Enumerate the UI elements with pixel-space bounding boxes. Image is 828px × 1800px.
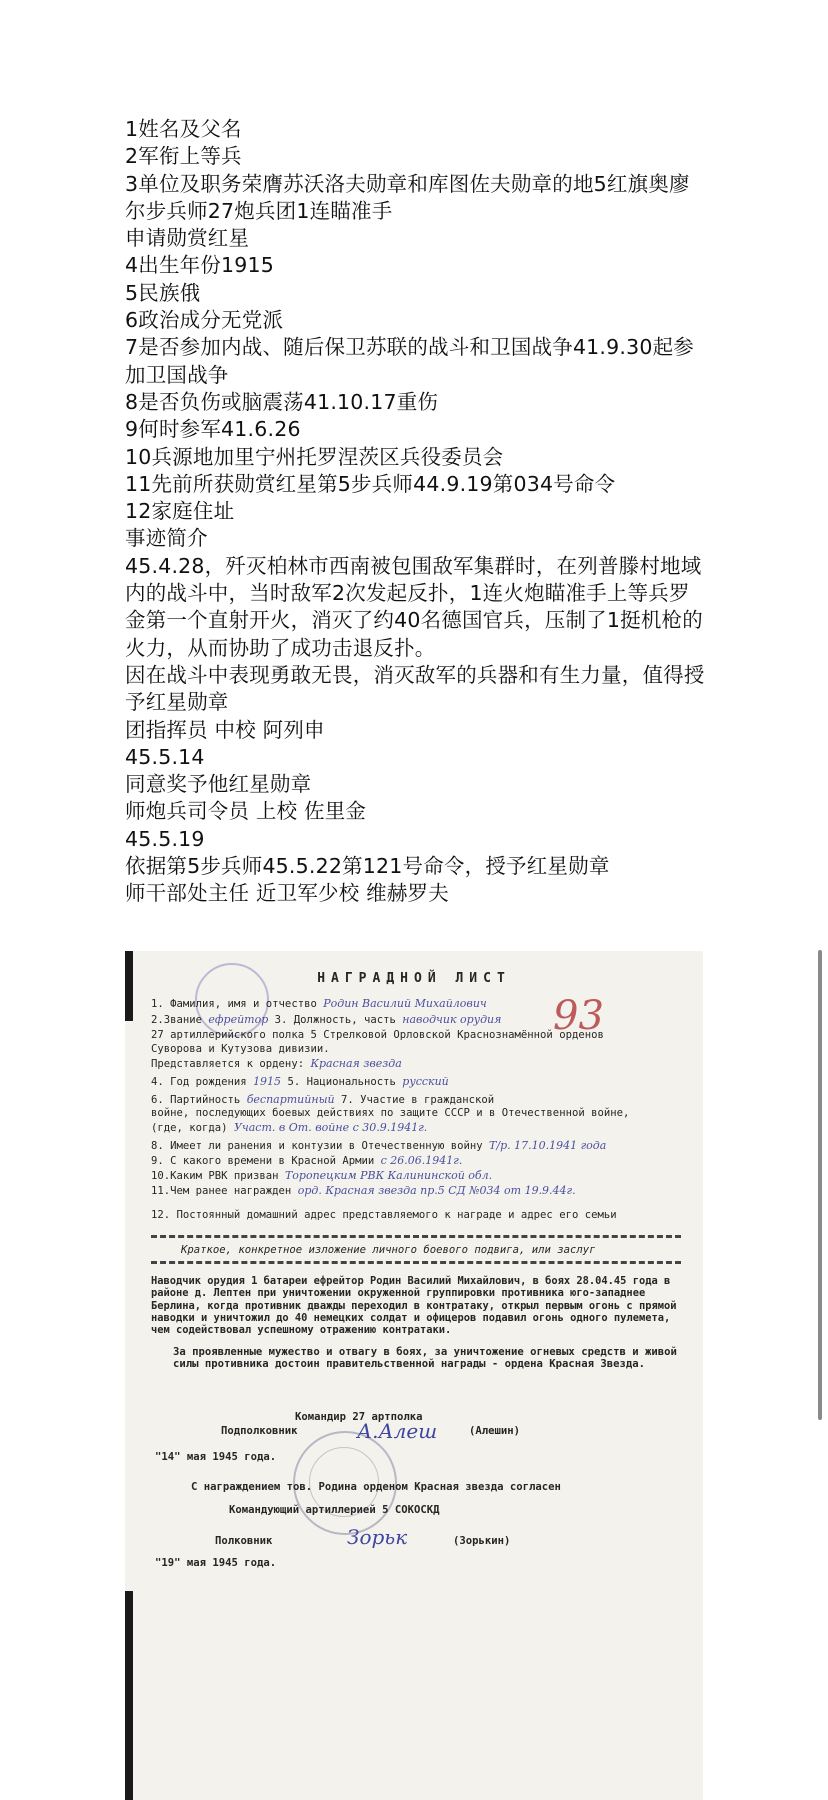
narrative-conclusion: За проявленные мужество и отвагу в боях, за уничтожение огневых средств и живой силы противника достоин правительственной награды - ордена Красная Звезда. [173, 1346, 677, 1371]
scan-edge-shadow [125, 1591, 133, 1800]
field-3-cont: 27 артиллерийского полка 5 Стрелковой Орловской Краснознамённой орденов [151, 1029, 604, 1041]
scanned-award-sheet [125, 951, 703, 1800]
translation-line: 8是否负伤或脑震荡41.10.17重伤 [125, 389, 439, 414]
translation-text [125, 116, 705, 908]
date-2: "19" мая 1945 года. [155, 1557, 277, 1569]
dashed-divider [151, 1235, 681, 1238]
translation-line: 11先前所获勋赏红星第5步兵师44.9.19第034号命令 [125, 471, 616, 496]
field-10: 10.Каким РВК призван Торопецким РВК Калининской обл. [151, 1169, 493, 1182]
field-6-7: 6. Партийность беспартийный 7. Участие в гражданской [151, 1093, 495, 1106]
signature-2: Зорьк [347, 1525, 408, 1549]
translation-line: 因在战斗中表现勇敢无畏，消灭敌军的兵器和有生力量，值得授予红星勋章 [125, 662, 705, 715]
signature-1: А.Алеш [357, 1419, 438, 1443]
field-12: 12. Постоянный домашний адрес представляемого к награде и адрес его семьи [151, 1209, 617, 1221]
translation-line: 申请勋赏红星 [125, 226, 250, 251]
approval-line: С награждением тов. Родина орденом Красная звезда согласен [191, 1481, 561, 1493]
red-pencil-mark: 93 [553, 993, 604, 1039]
translation-line: 1姓名及父名 [125, 117, 242, 141]
signer-1-name: (Алешин) [469, 1425, 521, 1437]
translation-line: 5民族俄 [125, 280, 201, 305]
translation-line: 3单位及职务荣膺苏沃洛夫勋章和库图佐夫勋章的地5红旗奥廖尔步兵师27炮兵团1连瞄准手 [125, 171, 690, 223]
translation-line: 同意奖予他红星勋章 [125, 772, 312, 797]
translation-line: 师干部处主任 近卫军少校 维赫罗夫 [125, 881, 449, 906]
translation-line: 4出生年份1915 [125, 253, 275, 278]
field-3-award: Представляется к ордену: Красная звезда [151, 1057, 402, 1070]
field-1: 1. Фамилия, имя и отчество Родин Василий Михайлович [151, 997, 487, 1010]
field-7-cont: войне, последующих боевых действиях по защите СССР и в Отечественной войне, [151, 1107, 630, 1119]
signer-1-rank: Подполковник [221, 1425, 298, 1437]
field-7-where: (где, когда) Участ. в От. войне с 30.9.1941г. [151, 1121, 428, 1134]
translation-line: 依据第5步兵师45.5.22第121号命令，授予红星勋章 [125, 854, 610, 879]
signer-1-role: Командир 27 артполка [295, 1411, 423, 1423]
translation-line: 师炮兵司令员 上校 佐里金 [125, 799, 367, 824]
signer-2-rank: Полковник [215, 1535, 273, 1547]
translation-line: 12家庭住址 [125, 499, 235, 524]
field-8: 8. Имеет ли ранения и контузии в Отечественную войну Т/р. 17.10.1941 года [151, 1139, 607, 1152]
narrative: Наводчик орудия 1 батареи ефрейтор Родин Василий Михайлович, в боях 28.04.45 года в районе д. Лептен при уничтожении окруженной группировки противника юго-западнее Берлина, когда противник дважды переходил в контратаку, открыл первым огонь с прямой наводки и уничтожил до 40 немецких солдат и офицеров подавил огонь одного пулемета, чем содействовал успешному отражению контратаки. [151, 1275, 677, 1337]
field-9: 9. С какого времени в Красной Армии с 26.06.1941г. [151, 1154, 463, 1167]
scrollbar-thumb[interactable] [818, 950, 822, 1420]
translation-line: 7是否参加内战、随后保卫苏联的战斗和卫国战争41.9.30起参加卫国战争 [125, 335, 694, 387]
translation-line: 45.5.14 [125, 744, 205, 769]
signer-2-name: (Зорькин) [453, 1535, 511, 1547]
section-heading: Краткое, конкретное изложение личного боевого подвига, или заслуг [181, 1244, 596, 1256]
translation-line: 10兵源地加里宁州托罗涅茨区兵役委员会 [125, 444, 504, 469]
date-1: "14" мая 1945 года. [155, 1451, 277, 1463]
translation-line: 事迹简介 [125, 526, 208, 551]
translation-line: 9何时参军41.6.26 [125, 417, 301, 442]
translation-line: 6政治成分无党派 [125, 308, 284, 333]
scan-edge-shadow [125, 951, 133, 1021]
dashed-divider [151, 1261, 681, 1264]
field-4-5: 4. Год рождения 1915 5. Национальность русский [151, 1075, 449, 1088]
translation-line: 团指挥员 中校 阿列申 [125, 717, 325, 742]
translation-line: 2军衔上等兵 [125, 144, 242, 169]
field-11: 11.Чем ранее награжден орд. Красная звезда пр.5 СД №034 от 19.9.44г. [151, 1184, 576, 1197]
field-2-3: 2.Звание ефрейтор 3. Должность, часть наводчик орудия [151, 1013, 502, 1026]
signer-2-role: Командующий артиллерией 5 СОКОСКД [229, 1504, 440, 1516]
sheet-title: НАГРАДНОЙ ЛИСТ [317, 971, 511, 986]
translation-line: 45.4.28，歼灭柏林市西南被包围敌军集群时，在列普滕村地域内的战斗中，当时敌军2次发起反扑，1连火炮瞄准手上等兵罗金第一个直射开火，消灭了约40名德国官兵，压制了1挺机枪的火力，从而协助了成功击退反扑。 [125, 553, 703, 660]
field-3-cont: Суворова и Кутузова дивизии. [151, 1043, 330, 1055]
translation-line: 45.5.19 [125, 826, 205, 851]
